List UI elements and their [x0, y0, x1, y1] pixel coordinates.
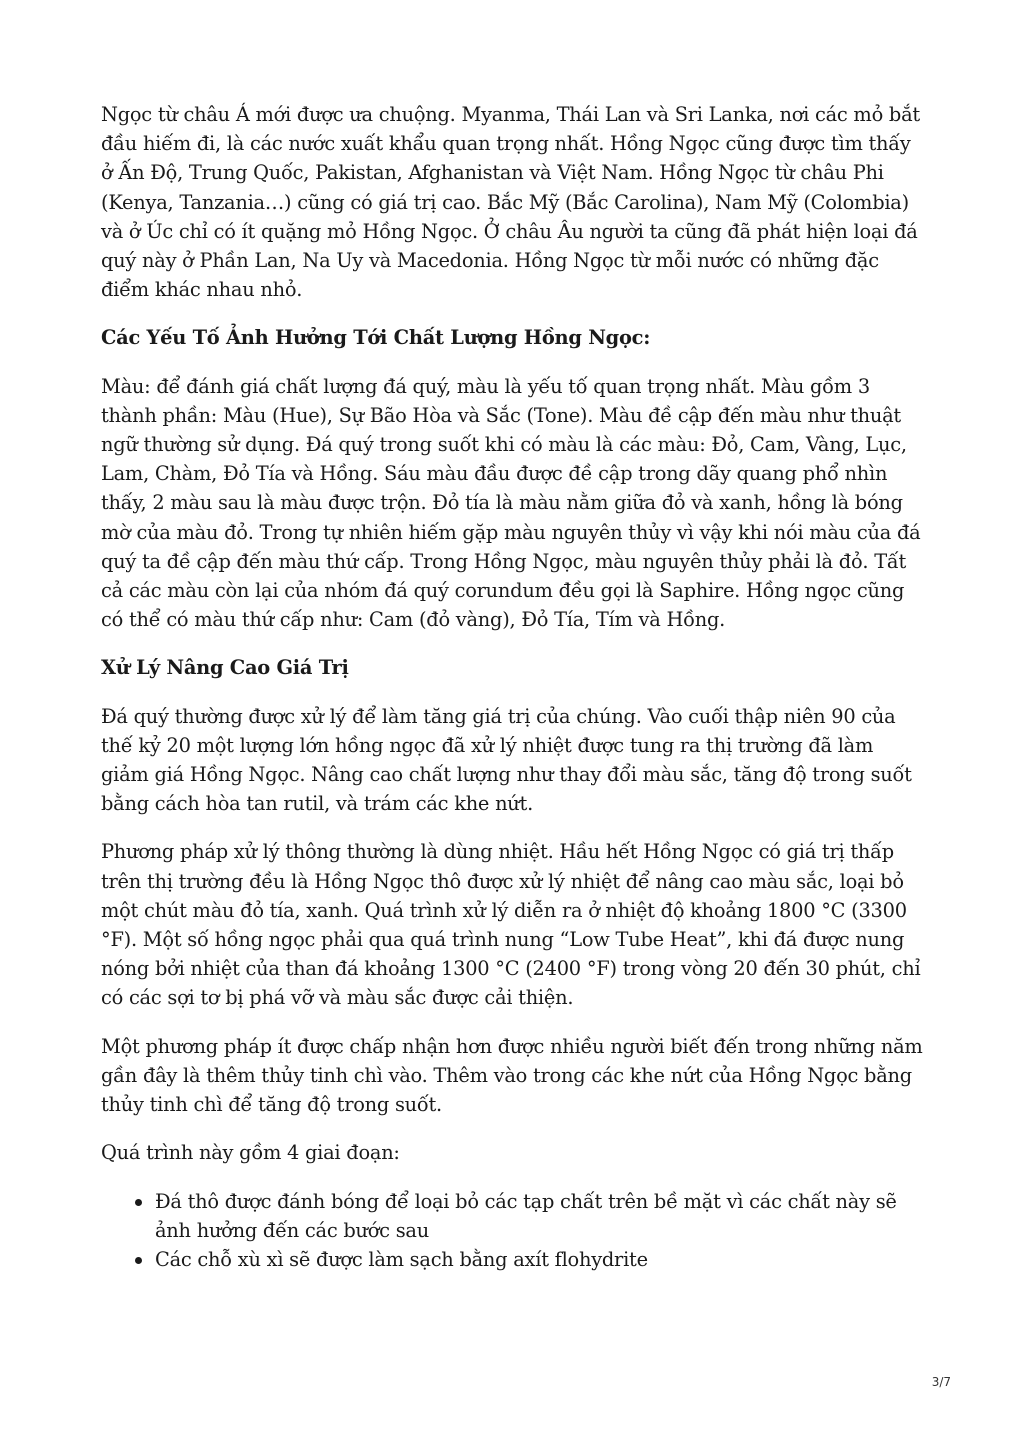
- document-body: [101, 100, 923, 1274]
- treatment-paragraph-3: Một phương pháp ít được chấp nhận hơn được nhiều người biết đến trong những năm gần đây là thêm thủy tinh chì vào. Thêm vào trong các khe nứt của Hồng Ngọc bằng thủy tinh chì để tăng độ trong suốt.: [101, 1034, 923, 1117]
- list-item: Đá thô được đánh bóng để loại bỏ các tạp chất trên bề mặt vì các chất này sẽ ảnh hưởng đến các bước sau: [155, 1187, 923, 1245]
- color-paragraph: Màu: để đánh giá chất lượng đá quý, màu là yếu tố quan trọng nhất. Màu gồm 3 thành phần: Màu (Hue), Sự Bão Hòa và Sắc (Tone). Màu đề cập đến màu như thuật ngữ thường sử dụng. Đá quý trong suốt khi có màu là các màu: Đỏ, Cam, Vàng, Lục, Lam, Chàm, Đỏ Tía và Hồng. Sáu màu đầu được đề cập trong dãy quang phổ nhìn thấy, 2 màu sau là màu được trộn. Đỏ tía là màu nằm giữa đỏ và xanh, hồng là bóng mờ của màu đỏ. Trong tự nhiên hiếm gặp màu nguyên thủy vì vậy khi nói màu của đá quý ta đề cập đến màu thứ cấp. Trong Hồng Ngọc, màu nguyên thủy phải là đỏ. Tất cả các màu còn lại của nhóm đá quý corundum đều gọi là Saphire. Hồng ngọc cũng có thể có màu thứ cấp như: Cam (đỏ vàng), Đỏ Tía, Tím và Hồng.: [101, 374, 921, 632]
- stages-list: [101, 1187, 923, 1275]
- section-heading-treatment: Xử Lý Nâng Cao Giá Trị: [101, 656, 349, 680]
- list-item: Các chỗ xù xì sẽ được làm sạch bằng axít flohydrite: [155, 1245, 923, 1274]
- intro-paragraph: Ngọc từ châu Á mới được ưa chuộng. Myanma, Thái Lan và Sri Lanka, nơi các mỏ bắt đầu hiếm đi, là các nước xuất khẩu quan trọng nhất. Hồng Ngọc cũng được tìm thấy ở Ấn Độ, Trung Quốc, Pakistan, Afghanistan và Việt Nam. Hồng Ngọc từ châu Phi (Kenya, Tanzania…) cũng có giá trị cao. Bắc Mỹ (Bắc Carolina), Nam Mỹ (Colombia) và ở Úc chỉ có ít quặng mỏ Hồng Ngọc. Ở châu Âu người ta cũng đã phát hiện loại đá quý này ở Phần Lan, Na Uy và Macedonia. Hồng Ngọc từ mỗi nước có những đặc điểm khác nhau nhỏ.: [101, 103, 920, 302]
- section-heading-quality: Các Yếu Tố Ảnh Hưởng Tới Chất Lượng Hồng Ngọc:: [101, 326, 651, 350]
- stages-intro: Quá trình này gồm 4 giai đoạn:: [101, 1141, 400, 1165]
- treatment-paragraph-2: Phương pháp xử lý thông thường là dùng nhiệt. Hầu hết Hồng Ngọc có giá trị thấp trên thị trường đều là Hồng Ngọc thô được xử lý nhiệt để nâng cao màu sắc, loại bỏ một chút màu đỏ tía, xanh. Quá trình xử lý diễn ra ở nhiệt độ khoảng 1800 °C (3300 °F). Một số hồng ngọc phải qua quá trình nung “Low Tube Heat”, khi đá được nung nóng bởi nhiệt của than đá khoảng 1300 °C (2400 °F) trong vòng 20 đến 30 phút, chỉ có các sợi tơ bị phá vỡ và màu sắc được cải thiện.: [101, 840, 921, 1010]
- treatment-paragraph-1: Đá quý thường được xử lý để làm tăng giá trị của chúng. Vào cuối thập niên 90 của thế kỷ 20 một lượng lớn hồng ngọc đã xử lý nhiệt được tung ra thị trường đã làm giảm giá Hồng Ngọc. Nâng cao chất lượng như thay đổi màu sắc, tăng độ trong suốt bằng cách hòa tan rutil, và trám các khe nứt.: [101, 704, 912, 816]
- page-number: 3/7: [931, 1375, 951, 1389]
